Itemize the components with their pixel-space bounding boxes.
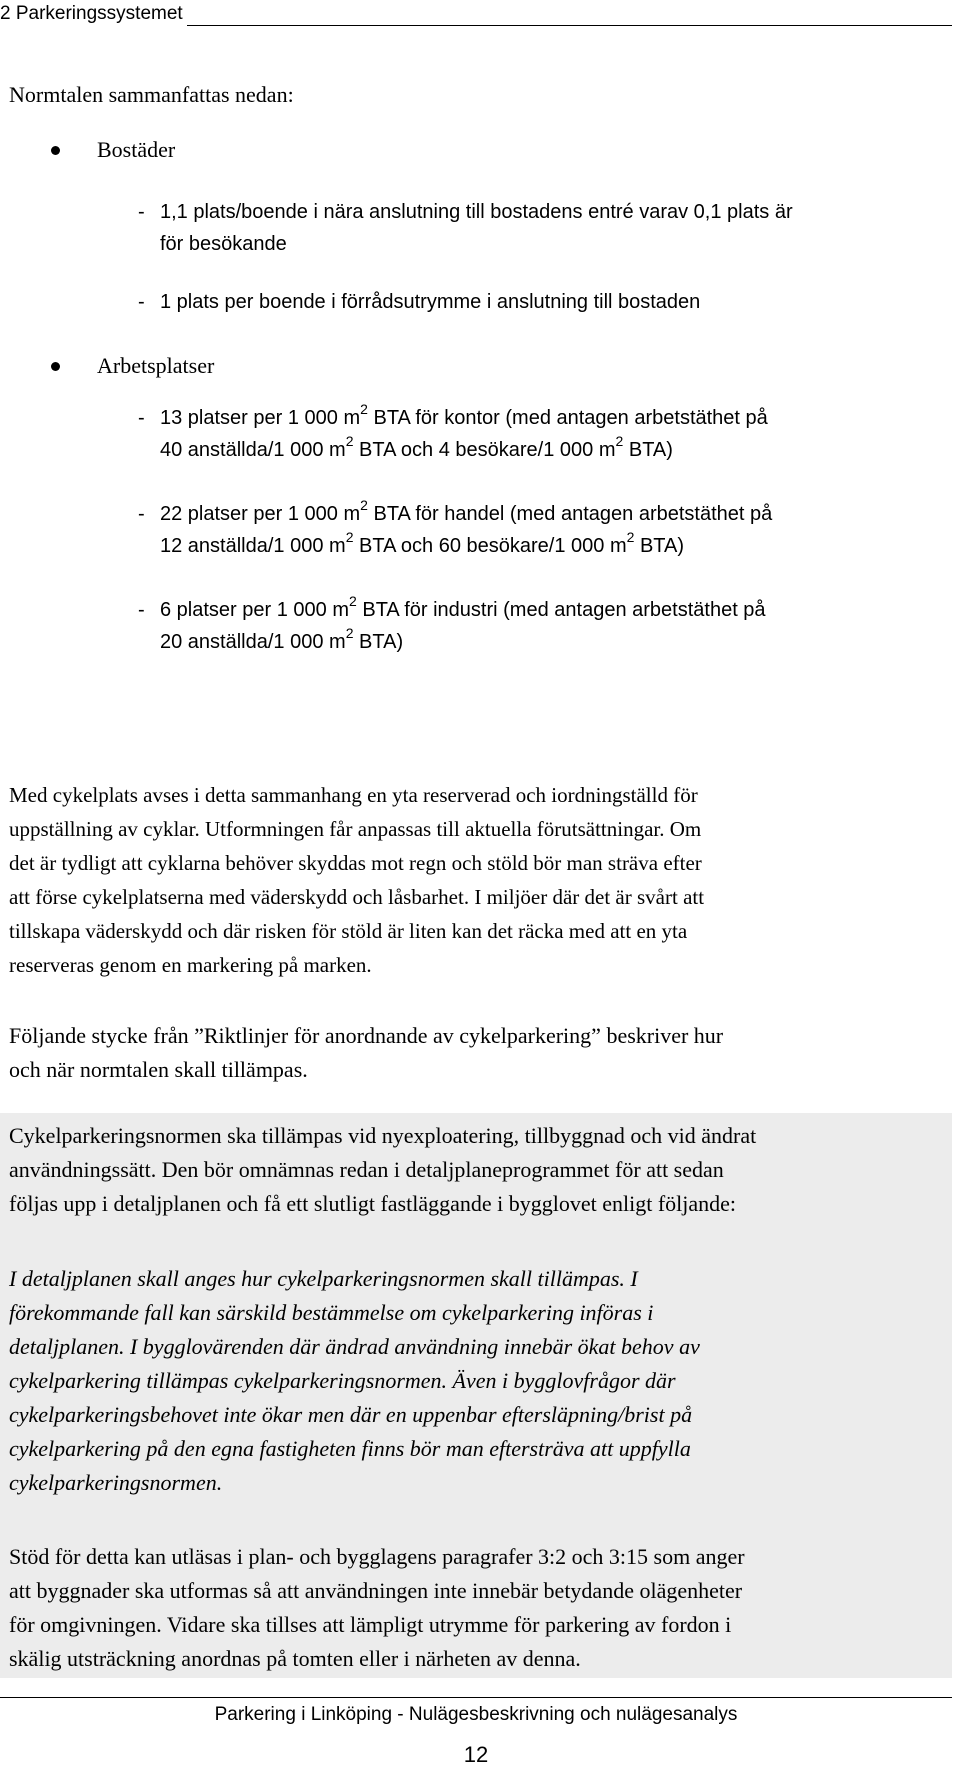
- dash-marker: -: [138, 407, 145, 429]
- paragraph-line: cykelparkeringsnormen.: [9, 1470, 223, 1495]
- line-1: 6 platser per 1 000 $m^2$ BTA för industri (med antagen arbetstäthet på: [160, 593, 766, 621]
- bostader-item-1-line-1: 1,1 plats/boende i nära anslutning till bostadens entré varav 0,1 plats är: [160, 201, 793, 223]
- paragraph-line: följas upp i detaljplanen och få ett slutligt fastläggande i bygglovet enligt följande:: [9, 1191, 737, 1216]
- paragraph-line: Med cykelplats avses i detta sammanhang en yta reserverad och iordningställd för: [9, 783, 698, 807]
- footer-title: Parkering i Linköping - Nulägesbeskrivning och nulägesanalys: [214, 1704, 738, 1725]
- paragraph-line: detaljplanen. I bygglovärenden där ändrad användning innebär ökat behov av: [9, 1334, 700, 1359]
- paragraph-line: skälig utsträckning anordnas på tomten eller i närheten av denna.: [9, 1646, 581, 1671]
- paragraph-line: förekommande fall kan särskild bestämmelse om cykelparkering införas i: [9, 1300, 654, 1325]
- quote-paragraph-3: [9, 1540, 949, 1676]
- foljande-paragraph: [9, 1019, 949, 1087]
- bullet-dot-icon: [51, 146, 60, 155]
- dash-marker: -: [138, 599, 145, 621]
- dash-marker: -: [138, 291, 145, 313]
- chapter-title: 2 Parkeringssystemet: [0, 3, 183, 24]
- line-1: 22 platser per 1 000 $m^2$ BTA för handel (med antagen arbetstäthet på: [160, 497, 773, 525]
- paragraph-line: tillskapa väderskydd och där risken för stöld är liten kan det räcka med att en yta: [9, 919, 688, 943]
- cykelplats-paragraph: [9, 778, 949, 982]
- paragraph-line: Stöd för detta kan utläsas i plan- och bygglagens paragrafer 3:2 och 3:15 som anger: [9, 1544, 745, 1569]
- paragraph-line: det är tydligt att cyklarna behöver skyddas mot regn och stöld bör man sträva efter: [9, 851, 702, 875]
- line-2: 12 anställda/1 000 $m^2$ BTA och 60 besökare/1 000 $m^2$ BTA): [160, 529, 685, 557]
- bullet-dot-icon: [51, 362, 60, 371]
- paragraph-line: Följande stycke från ”Riktlinjer för anordnande av cykelparkering” beskriver hur: [9, 1023, 724, 1048]
- bullet-label: Arbetsplatser: [97, 353, 215, 378]
- paragraph-line: uppställning av cyklar. Utformningen får anpassas till aktuella förutsättningar. Om: [9, 817, 702, 841]
- bostader-item-1-line-2: för besökande: [160, 233, 287, 255]
- paragraph-line: att byggnader ska utformas så att användningen inte innebär betydande olägenheter: [9, 1578, 743, 1603]
- paragraph-line: och när normtalen skall tillämpas.: [9, 1057, 308, 1082]
- bullet-label: Bostäder: [97, 137, 176, 162]
- header-rule: [187, 8, 952, 26]
- paragraph-line: Cykelparkeringsnormen ska tillämpas vid nyexploatering, tillbyggnad och vid ändrat: [9, 1123, 757, 1148]
- quote-paragraph-1: [9, 1119, 949, 1221]
- paragraph-line: cykelparkering på den egna fastigheten finns bör man eftersträva att uppfylla: [9, 1436, 691, 1461]
- page-number: 12: [463, 1742, 489, 1767]
- line-1: 13 platser per 1 000 $m^2$ BTA för kontor (med antagen arbetstäthet på: [160, 401, 768, 429]
- paragraph-line: för omgivningen. Vidare ska tillses att lämpligt utrymme för parkering av fordon i: [9, 1612, 732, 1637]
- paragraph-line: cykelparkering tillämpas cykelparkeringsnormen. Även i bygglovfrågor där: [9, 1368, 676, 1393]
- quote-paragraph-2: [9, 1262, 949, 1500]
- intro-text: Normtalen sammanfattas nedan:: [9, 82, 294, 107]
- line-2: 40 anställda/1 000 $m^2$ BTA och 4 besökare/1 000 $m^2$ BTA): [160, 433, 673, 461]
- paragraph-line: cykelparkeringsbehovet inte ökar men där en uppenbar eftersläpning/brist på: [9, 1402, 693, 1427]
- line-2: 20 anställda/1 000 $m^2$ BTA): [160, 625, 404, 653]
- running-header: [0, 2, 952, 26]
- paragraph-line: att förse cykelplatserna med väderskydd och låsbarhet. I miljöer där det är svårt att: [9, 885, 705, 909]
- bostader-item-2-text: 1 plats per boende i förrådsutrymme i anslutning till bostaden: [160, 291, 701, 313]
- dash-marker: -: [138, 201, 145, 223]
- paragraph-line: reserveras genom en markering på marken.: [9, 953, 372, 977]
- paragraph-line: användningssätt. Den bör omnämnas redan i detaljplaneprogrammet för att sedan: [9, 1157, 724, 1182]
- paragraph-line: I detaljplanen skall anges hur cykelparkeringsnormen skall tillämpas. I: [9, 1266, 638, 1291]
- dash-marker: -: [138, 503, 145, 525]
- footer-rule: [0, 1697, 952, 1698]
